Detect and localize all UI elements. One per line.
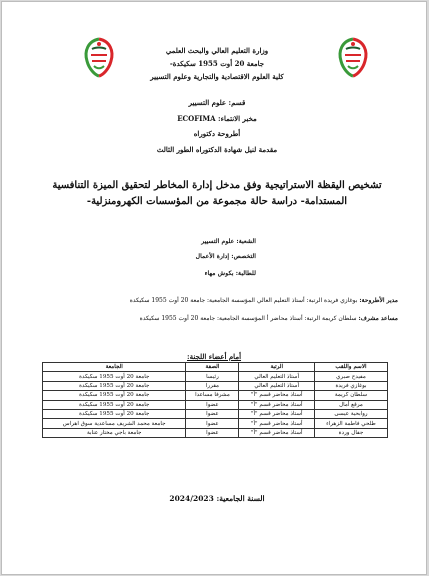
director-label: مدير الأطروحة: [359, 297, 398, 304]
doc-type: أطروحة دكتوراه [193, 129, 241, 138]
member-university: جامعة باجي مختار عنابة [43, 428, 186, 437]
member-name: جفال وردة [315, 428, 388, 437]
faculty-name: كلية العلوم الاقتصادية والتجارية وعلوم التسيير [150, 72, 284, 81]
member-rank: أستاذ محاضر قسم "أ" [239, 391, 315, 400]
member-role: مشرفا مساعدا [186, 391, 239, 400]
co-supervisor [140, 315, 398, 322]
department: قسم: علوم التسيير [188, 98, 246, 107]
table-row [43, 391, 388, 400]
thesis-title: تشخيص اليقظة الاستراتيجية وفق مدخل إدارة المخاطر لتحقيق الميزة التنافسية المستدامة- دراسة حالة مجموعة من المؤسسات الكهرومنزلية- [52, 180, 382, 207]
student-field: للطالبة: بكوش مهاء [204, 270, 256, 277]
co-supervisor-value: سلطان كريمة الرتبة: أستاذ محاضر أ المؤسسة الجامعية: جامعة 20 أوت 1955 سكيكدة [139, 315, 357, 322]
member-university: جامعة 20 أوت 1955 سكيكدة [43, 372, 186, 381]
committee-table [42, 362, 388, 438]
thesis-director [130, 297, 398, 304]
specialty-field: التخصص: إدارة الأعمال [195, 253, 256, 260]
member-role: عضوا [186, 419, 239, 428]
member-university: جامعة 20 أوت 1955 سكيكدة [43, 381, 186, 390]
document-page [1, 1, 427, 575]
member-name: بوغازي فريدة [315, 381, 388, 390]
university-name: جامعة 20 أوت 1955 سكيكدة- [169, 59, 265, 68]
academic-year: السنة الجامعية: 2024/2023 [169, 494, 265, 503]
lab-affiliation: مخبر الانتماء: ECOFIMA [177, 114, 257, 123]
member-rank: أستاذ محاضر قسم "أ" [239, 419, 315, 428]
member-role: عضوا [186, 409, 239, 418]
member-rank: أستاذ التعليم العالي [239, 381, 315, 390]
table-row [43, 419, 388, 428]
col-role-header: الصفة [186, 363, 239, 372]
member-rank: أستاذ محاضر قسم "أ" [239, 428, 315, 437]
member-role: عضوا [186, 428, 239, 437]
committee-title: أمام أعضاء اللجنة: [187, 352, 242, 361]
member-role: رئيسا [186, 372, 239, 381]
member-role: عضوا [186, 400, 239, 409]
director-value: بوغازي فريدة الرتبة: أستاذ التعليم العالي المؤسسة الجامعية: جامعة 20 أوت 1955 سكيكدة [129, 297, 358, 304]
member-rank: أستاذ محاضر قسم "أ" [239, 409, 315, 418]
member-university: جامعة 20 أوت 1955 سكيكدة [43, 400, 186, 409]
table-row [43, 409, 388, 418]
member-role: مقررا [186, 381, 239, 390]
university-logo-right [334, 35, 372, 79]
co-supervisor-label: مساعد مشرف: [358, 315, 398, 322]
branch-field: الشعبة: علوم التسيير [201, 238, 256, 245]
member-name: مفيدح صبري [315, 372, 388, 381]
degree-line: مقدمة لنيل شهادة الدكتوراه الطور الثالث [156, 145, 278, 154]
table-row [43, 372, 388, 381]
col-university-header: الجامعة [43, 363, 186, 372]
member-name: سلطان كريمة [315, 391, 388, 400]
member-rank: أستاذ محاضر قسم "أ" [239, 400, 315, 409]
table-row [43, 428, 388, 437]
col-name-header: الاسم واللقب [315, 363, 388, 372]
table-row [43, 381, 388, 390]
col-rank-header: الرتبة [239, 363, 315, 372]
member-name: روابحية عيسى [315, 409, 388, 418]
member-university: جامعة محمد الشريف مساعدية سوق اهراس [43, 419, 186, 428]
member-name: مرقع أمال [315, 400, 388, 409]
table-row [43, 400, 388, 409]
table-header-row [43, 363, 388, 372]
member-university: جامعة 20 أوت 1955 سكيكدة [43, 409, 186, 418]
member-rank: أستاذ التعليم العالي [239, 372, 315, 381]
member-university: جامعة 20 أوت 1955 سكيكدة [43, 391, 186, 400]
ministry-name: وزارة التعليم العالي والبحث العلمي [165, 46, 269, 55]
member-name: طلحي فاطمة الزهراء [315, 419, 388, 428]
